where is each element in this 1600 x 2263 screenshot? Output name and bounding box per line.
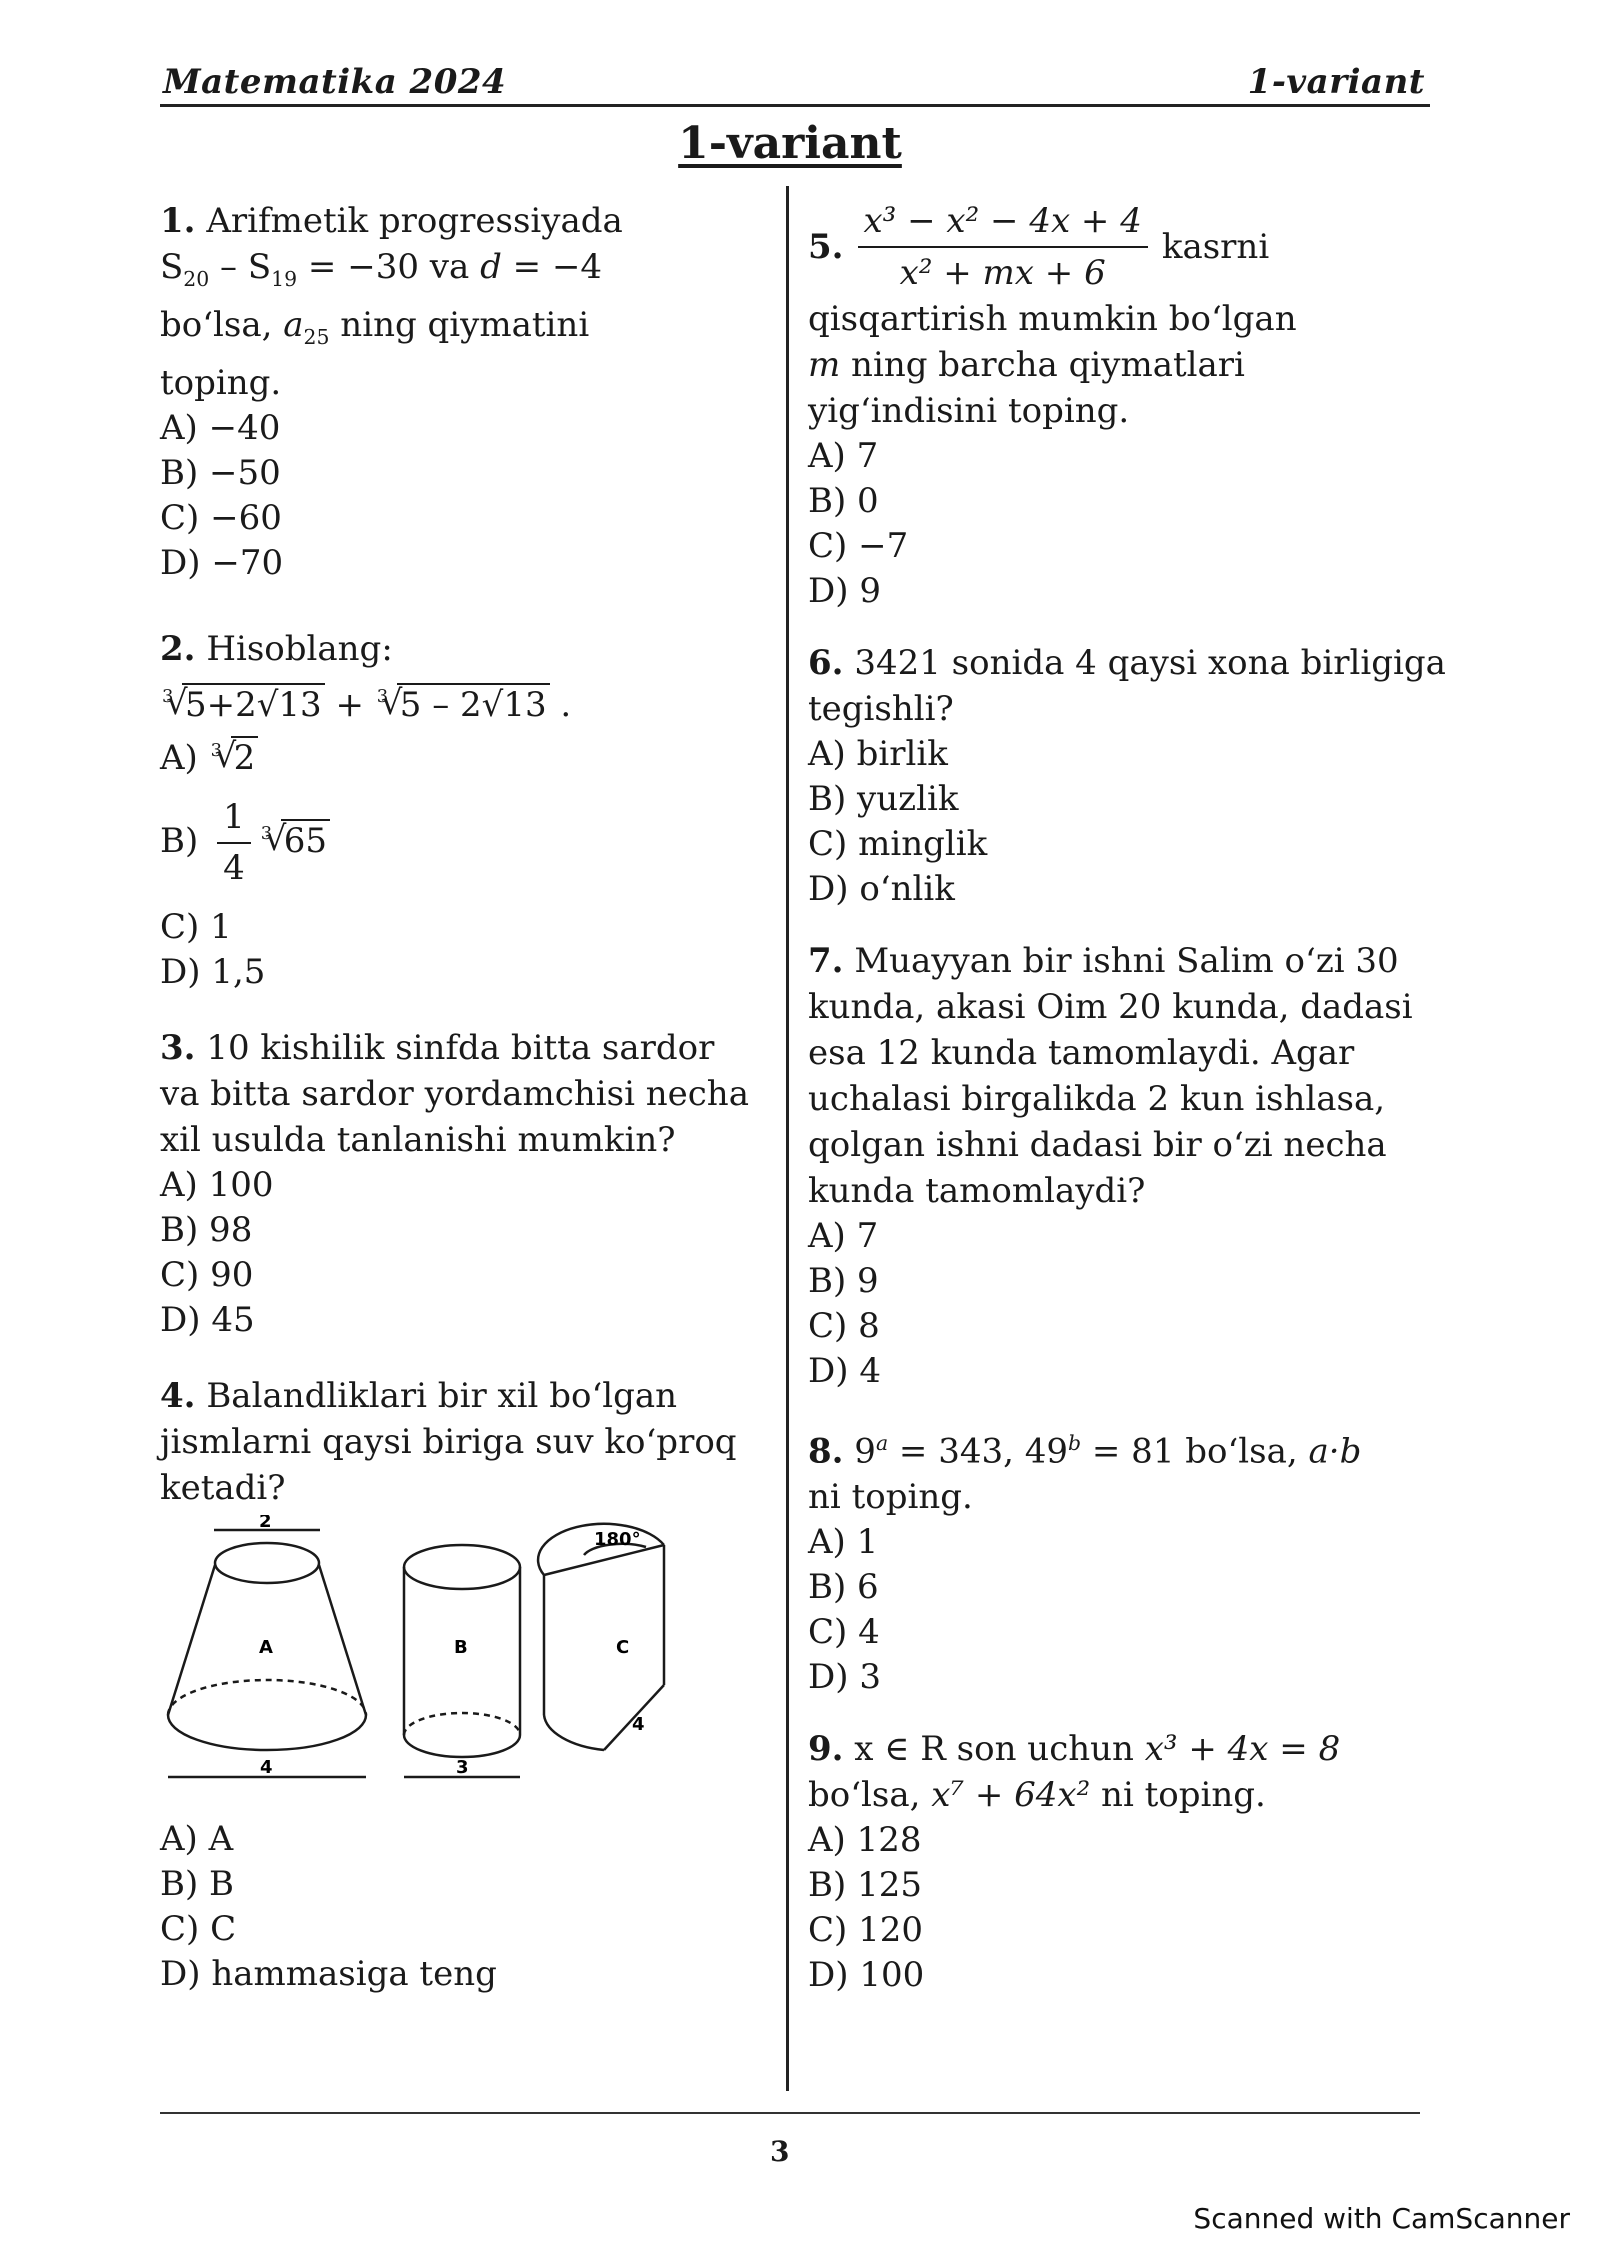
solid-b	[404, 1545, 520, 1777]
option-c: C) 120	[808, 1910, 923, 1951]
question-formula: 9. x ∈ R son uchun x³ + 4x = 8	[808, 1729, 1341, 1770]
option-c: C) −7	[808, 526, 909, 566]
question-6	[808, 640, 1448, 912]
dim-bottom-a: 4	[260, 1756, 273, 1778]
option-b: B) B	[160, 1863, 235, 1904]
question-text: Muayyan bir ishni Salim o‘zi 30 kunda, akasi Oim 20 kunda, dadasi esa 12 kunda tamomlaydi. Agar uchalasi birgalikda 2 kun ishlasa, qolgan ishni dadasi bir o‘zi necha kunda tamomlaydi?	[808, 941, 1413, 1211]
question-text-line: toping.	[160, 362, 282, 403]
page-title: 1-variant	[678, 118, 902, 169]
option-b: B) −50	[160, 452, 281, 493]
question-text-line: yig‘indisini toping.	[808, 391, 1130, 431]
option-d: D) 4	[808, 1351, 881, 1391]
options-list	[808, 1818, 1448, 1998]
option-d: D) 45	[160, 1299, 255, 1340]
question-formula: 5. $\frac{\text{x³ − x² − 4x + 4}}{\text{x² + mx + 6}}$ kasrni	[808, 198, 1448, 296]
question-number: 3.	[160, 1027, 196, 1068]
question-text-line: m ning barcha qiymatlari	[808, 345, 1245, 385]
dim-side-c: 4	[632, 1713, 645, 1735]
option-c: C) C	[160, 1908, 237, 1949]
page-number: 3	[770, 2135, 790, 2168]
option-d: D) 3	[808, 1657, 881, 1698]
option-c: C) 1	[160, 906, 232, 947]
option-b: B) 9	[808, 1261, 879, 1301]
option-b: B) 0	[808, 481, 879, 521]
options-list	[160, 736, 760, 995]
option-d: D) 9	[808, 571, 881, 611]
dim-top-a: 2	[259, 1514, 272, 1532]
option-a: A) 100	[160, 1164, 274, 1205]
option-b: B) 98	[160, 1209, 253, 1250]
dim-bottom-b: 3	[456, 1756, 469, 1778]
option-b: B) 125	[808, 1865, 922, 1906]
option-d: D) 1,5	[160, 951, 266, 992]
question-formula: $S_{20} - S_{19} = -30$ va d = −4	[160, 247, 603, 291]
header-subject: Matematika 2024	[163, 62, 507, 102]
column-divider	[786, 186, 789, 2091]
options-list	[160, 1163, 760, 1343]
option-b: B) 6	[808, 1567, 879, 1608]
label-b: B	[454, 1636, 468, 1658]
question-number: 1.	[160, 201, 196, 241]
options-list	[160, 1817, 760, 1997]
question-text: Balandliklari bir xil bo‘lgan jismlarni qaysi biriga suv ko‘proq ketadi?	[160, 1375, 737, 1508]
left-column	[160, 198, 760, 2023]
question-number: 2.	[160, 628, 196, 669]
question-text: 10 kishilik sinfda bitta sardor va bitta sardor yordamchisi necha xil usulda tanlanishi mumkin?	[160, 1027, 749, 1160]
question-text-line: qisqartirish mumkin bo‘lgan	[808, 299, 1297, 339]
angle-c: 180°	[594, 1528, 641, 1550]
question-number: 5.	[808, 227, 844, 267]
option-d: D) 100	[808, 1955, 925, 1996]
options-list	[808, 434, 1448, 614]
question-8	[808, 1420, 1448, 1700]
options-list	[808, 1214, 1448, 1394]
right-column	[808, 198, 1448, 2024]
option-d: D) o‘nlik	[808, 869, 955, 909]
option-a: A) 7	[808, 1216, 879, 1256]
question-9	[808, 1726, 1448, 1998]
question-text-line: bo‘lsa, x⁷ + 64x² ni toping.	[808, 1775, 1266, 1816]
options-list	[160, 406, 760, 586]
header-rule	[160, 104, 1430, 107]
option-a: A) √ 3 2	[160, 736, 760, 781]
question-5	[808, 198, 1448, 614]
option-d: D) hammasiga teng	[160, 1953, 497, 1994]
question-text-line: bo‘lsa, $a_{25}$ ning qiymatini	[160, 304, 590, 349]
options-list	[808, 732, 1448, 912]
option-c: C) 90	[160, 1254, 254, 1295]
header-variant: 1-variant	[1247, 62, 1425, 102]
scanner-watermark: Scanned with CamScanner	[1193, 2202, 1570, 2235]
question-number: 4.	[160, 1375, 196, 1416]
option-c: C) minglik	[808, 824, 988, 864]
label-a: A	[259, 1636, 273, 1658]
question-7	[808, 938, 1448, 1394]
option-a: A) birlik	[808, 734, 948, 774]
question-text-line: ni toping.	[808, 1477, 973, 1518]
question-1	[160, 198, 760, 586]
option-a: A) 7	[808, 436, 879, 476]
option-a: A) 1	[808, 1522, 879, 1563]
question-formula: 8. $9^a = 343$, $49^b = 81$ bo‘lsa, a·b	[808, 1431, 1362, 1472]
question-number: 7.	[808, 941, 844, 981]
question-number: 6.	[808, 643, 844, 683]
question-formula: √ 3 5+2√13 + √ 3 5 – 2√13 .	[160, 682, 760, 728]
solid-c	[538, 1523, 664, 1749]
option-a: A) −40	[160, 407, 281, 448]
question-2	[160, 626, 760, 995]
option-a: A) 128	[808, 1820, 922, 1861]
option-b: B) yuzlik	[808, 779, 959, 819]
option-c: C) −60	[160, 497, 282, 538]
solids-figure	[154, 1515, 754, 1795]
option-b: B) $\frac{1}{4}$ √ 3 65	[160, 795, 760, 891]
option-c: C) 8	[808, 1306, 880, 1346]
question-text: Arifmetik progressiyada	[206, 201, 623, 241]
option-d: D) −70	[160, 542, 284, 583]
footer-rule	[160, 2112, 1420, 2114]
label-c: C	[616, 1636, 630, 1658]
question-3	[160, 1025, 760, 1343]
question-text: 3421 sonida 4 qaysi xona birligiga tegishli?	[808, 643, 1446, 729]
option-c: C) 4	[808, 1612, 880, 1653]
question-4	[160, 1373, 760, 1997]
question-text: Hisoblang:	[206, 628, 393, 669]
options-list	[808, 1520, 1448, 1700]
option-a: A) A	[160, 1818, 234, 1859]
